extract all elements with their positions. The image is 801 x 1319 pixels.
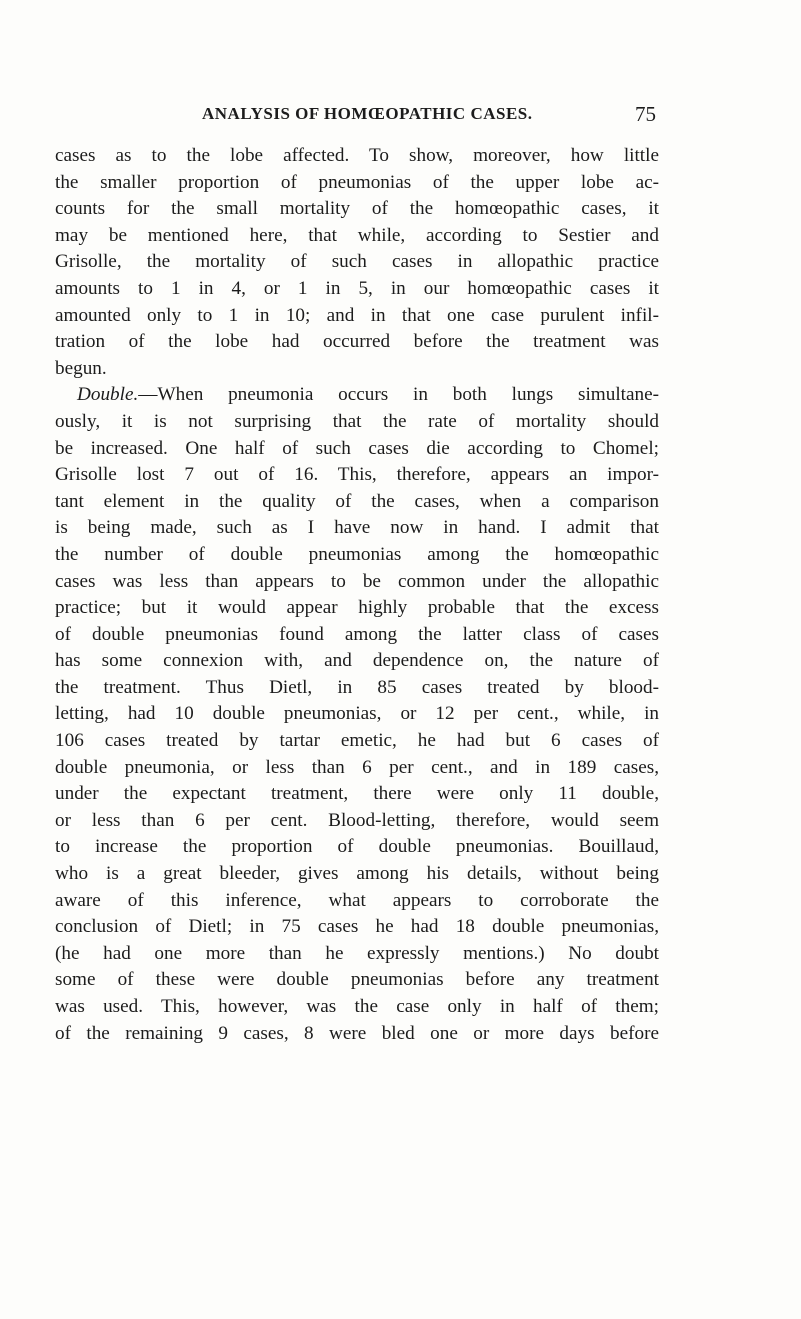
text-line: Grisolle, the mortality of such cases in allopathic practice: [55, 251, 659, 273]
text-line: be increased. One half of such cases die according to Chomel;: [55, 437, 659, 459]
running-head: [136, 104, 656, 132]
paragraph-start-line: [55, 382, 659, 409]
text-line: 106 cases treated by tartar emetic, he had but 6 cases of: [55, 730, 659, 752]
text-line: conclusion of Dietl; in 75 cases he had 18 double pneumonias,: [55, 916, 659, 938]
body-text: [55, 143, 659, 1047]
text-line: cases as to the lobe affected. To show, moreover, how little: [55, 145, 659, 166]
text-line: double pneumonia, or less than 6 per cent., and in 189 cases,: [55, 756, 659, 778]
page-number: 75: [635, 102, 656, 126]
text-line: is being made, such as I have now in hand. I admit that: [55, 517, 659, 539]
text-line: tant element in the quality of the cases, when a comparison: [55, 490, 659, 512]
text-line: the number of double pneumonias among the homœopathic: [55, 543, 659, 565]
text-line: ously, it is not surprising that the rate of mortality should: [55, 410, 659, 432]
section-heading-double: Double.: [77, 384, 139, 406]
text-line: tration of the lobe had occurred before the treatment was: [55, 331, 659, 353]
text-line-remainder: —When pneumonia occurs in both lungs simultane-: [138, 384, 659, 406]
text-line: amounts to 1 in 4, or 1 in 5, in our homœopathic cases it: [55, 277, 659, 299]
text-line: Grisolle lost 7 out of 16. This, therefore, appears an impor-: [55, 464, 659, 486]
text-line: practice; but it would appear highly probable that the excess: [55, 597, 659, 619]
text-line: or less than 6 per cent. Blood-letting, therefore, would seem: [55, 809, 659, 831]
text-line: who is a great bleeder, gives among his details, without being: [55, 863, 659, 885]
text-line: of the remaining 9 cases, 8 were bled one or more days before: [55, 1022, 659, 1044]
text-line: aware of this inference, what appears to corroborate the: [55, 889, 659, 911]
text-line: (he had one more than he expressly mentions.) No doubt: [55, 942, 659, 964]
text-line: under the expectant treatment, there were only 11 double,: [55, 783, 659, 805]
text-line: may be mentioned here, that while, according to Sestier and: [55, 224, 659, 246]
text-line: to increase the proportion of double pneumonias. Bouillaud,: [55, 836, 659, 858]
text-line: cases was less than appears to be common under the allopathic: [55, 570, 659, 592]
text-line: of double pneumonias found among the latter class of cases: [55, 623, 659, 645]
text-line: the smaller proportion of pneumonias of the upper lobe ac-: [55, 171, 659, 193]
running-title: ANALYSIS OF HOMŒOPATHIC CASES.: [202, 104, 533, 123]
text-line: the treatment. Thus Dietl, in 85 cases treated by blood-: [55, 676, 659, 698]
text-line: has some connexion with, and dependence on, the nature of: [55, 650, 659, 672]
text-line: begun.: [55, 357, 107, 379]
text-line: was used. This, however, was the case only in half of them;: [55, 996, 659, 1017]
text-line: letting, had 10 double pneumonias, or 12 per cent., while, in: [55, 703, 659, 725]
text-line: counts for the small mortality of the homœopathic cases, it: [55, 198, 659, 220]
text-line: amounted only to 1 in 10; and in that one case purulent infil-: [55, 304, 659, 326]
text-line: some of these were double pneumonias before any treatment: [55, 969, 659, 991]
